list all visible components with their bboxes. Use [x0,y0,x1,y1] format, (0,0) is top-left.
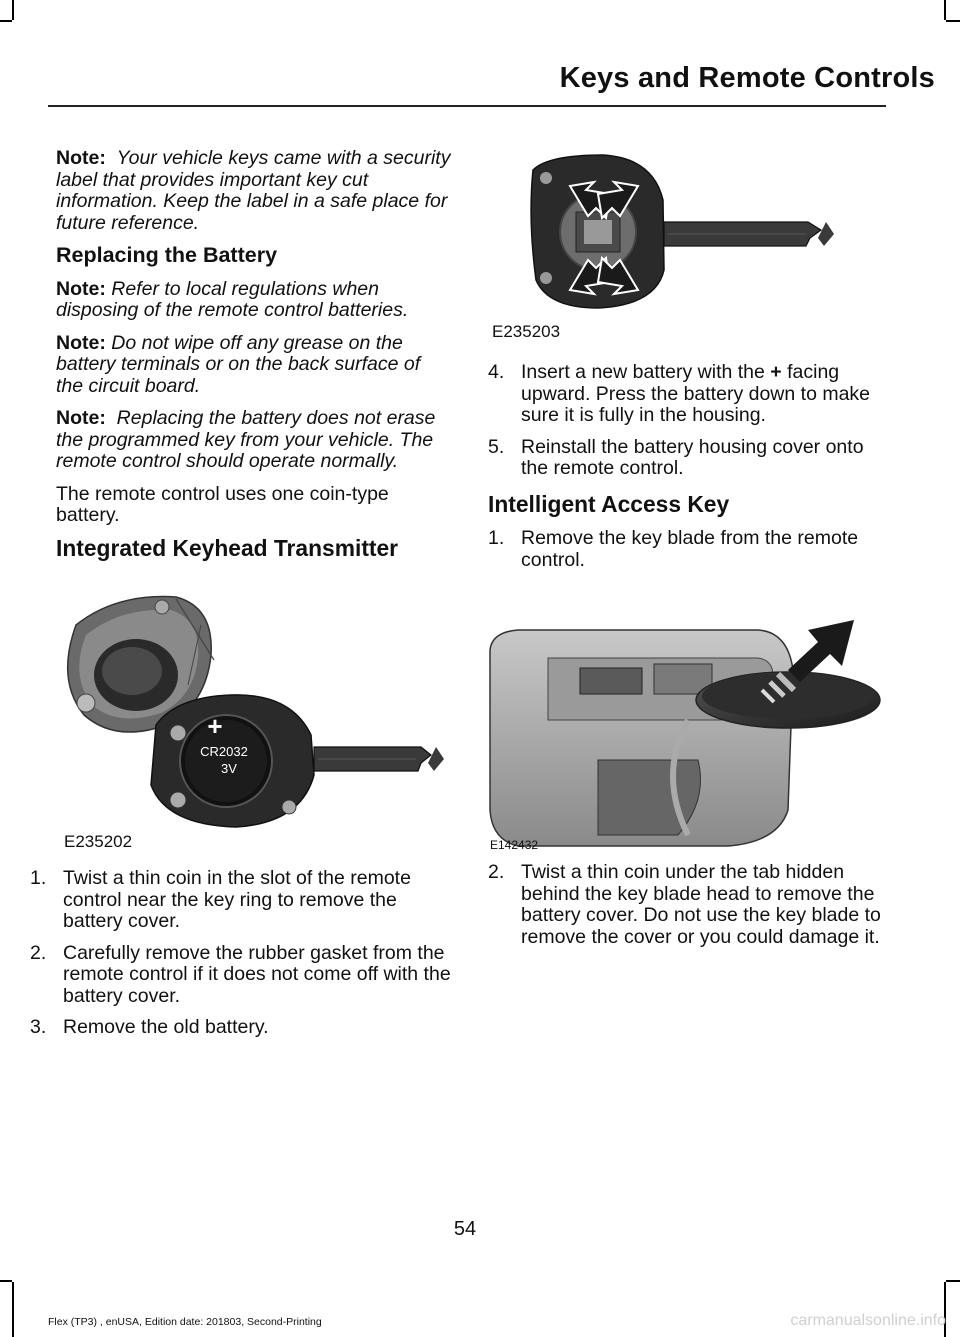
page-title: Keys and Remote Controls [559,62,935,94]
right-steps-bottom [488,862,883,958]
step-number: 2. [30,941,47,964]
crop-mark-top-left-h [0,20,12,22]
key-blade-illustration [314,747,444,771]
note-label: Note: [56,407,106,429]
list-item [30,868,451,933]
figure-keyhead-battery-open [56,585,451,855]
step-text: Twist a thin coin under the tab hidden behind the key blade head to remove the battery cover. Do not use the key blade to remove the cover or you could damage it. [521,861,881,948]
plus-symbol: + [770,361,782,383]
key-fob-body-illustration [490,630,793,846]
battery-model-text: CR2032 [200,744,248,759]
key-blade-illustration [664,222,834,246]
note-text: Do not wipe off any grease on the battery terminals or on the back surface of the circuit board. [56,331,421,397]
intelligent-key-illustration [488,610,883,855]
note-text: Refer to local regulations when disposing of the remote control batteries. [56,277,409,321]
note-label: Note: [56,331,106,354]
note-dispose-batteries [56,279,451,322]
right-steps-top [488,362,883,581]
note-programmed-key [56,408,451,473]
crop-mark-bottom-left-v [12,1282,14,1337]
note-text: Replacing the battery does not erase the programmed key from your vehicle. The remote control should operate normally. [56,407,436,472]
step-text: facing upward. Press the battery down to make sure it is fully in the housing. [521,361,871,426]
note-text: Your vehicle keys came with a security label that provides important key cut information. Keep the label in a safe place for future reference. [56,147,451,234]
header-divider [48,105,886,107]
step-number: 4. [488,361,505,383]
list-item [30,1017,451,1039]
watermark-text: carmanualsonline.info [790,1312,946,1329]
steps-list [488,862,883,948]
page-number: 54 [453,1218,477,1240]
note-label: Note: [56,277,106,300]
step-text: Remove the key blade from the remote control. [521,527,859,571]
left-steps [30,868,451,1049]
subheading-integrated-keyhead-transmitter: Integrated Keyhead Transmitter [56,534,399,561]
figure-label: E235202 [64,832,133,851]
step-text: Insert a new battery with the [521,361,771,383]
battery-voltage-text: 3V [221,761,237,776]
list-item [488,437,883,480]
step-text: Reinstall the battery housing cover onto the remote control. [521,435,864,479]
keyhead-battery-illustration [56,585,451,855]
list-item [488,862,883,948]
step-text: Carefully remove the rubber gasket from the remote control if it does not come off with the battery cover. [63,941,451,1007]
battery-plus-symbol: + [207,711,223,741]
section-heading-replacing-battery: Replacing the Battery [56,243,278,267]
note-label: Note: [56,147,106,169]
step-number: 3. [30,1016,47,1038]
battery-housing-illustration [488,150,883,350]
crop-mark-top-left-v [12,0,14,20]
step-number: 2. [488,861,505,883]
step-number: 1. [488,527,505,549]
list-item [488,362,883,427]
list-item [30,943,451,1008]
note-grease [56,333,451,398]
figure-label: E142432 [490,838,539,852]
crop-mark-top-right-h [946,20,960,22]
crop-mark-bottom-right-h [946,1280,960,1282]
step-number: 1. [30,867,47,889]
step-text: Twist a thin coin in the slot of the remote control near the key ring to remove the battery cover. [63,867,411,932]
list-item [488,528,883,571]
steps-list [30,868,451,1039]
figure-intelligent-key-cover [488,610,883,855]
left-column [56,148,451,572]
step-text: Remove the old battery. [63,1016,269,1038]
body-coin-battery: The remote control uses one coin-type battery. [56,482,389,526]
step-number: 5. [488,435,505,458]
crop-mark-top-right-v [944,0,946,20]
steps-list [488,528,883,571]
edition-info: Flex (TP3) , enUSA, Edition date: 201803, Second-Printing [48,1316,322,1328]
subheading-intelligent-access-key: Intelligent Access Key [488,490,730,517]
crop-mark-bottom-left-h [0,1280,12,1282]
figure-battery-housing [488,150,883,350]
note-security-label [56,148,451,234]
steps-list [488,362,883,480]
figure-label: E235203 [492,322,561,341]
